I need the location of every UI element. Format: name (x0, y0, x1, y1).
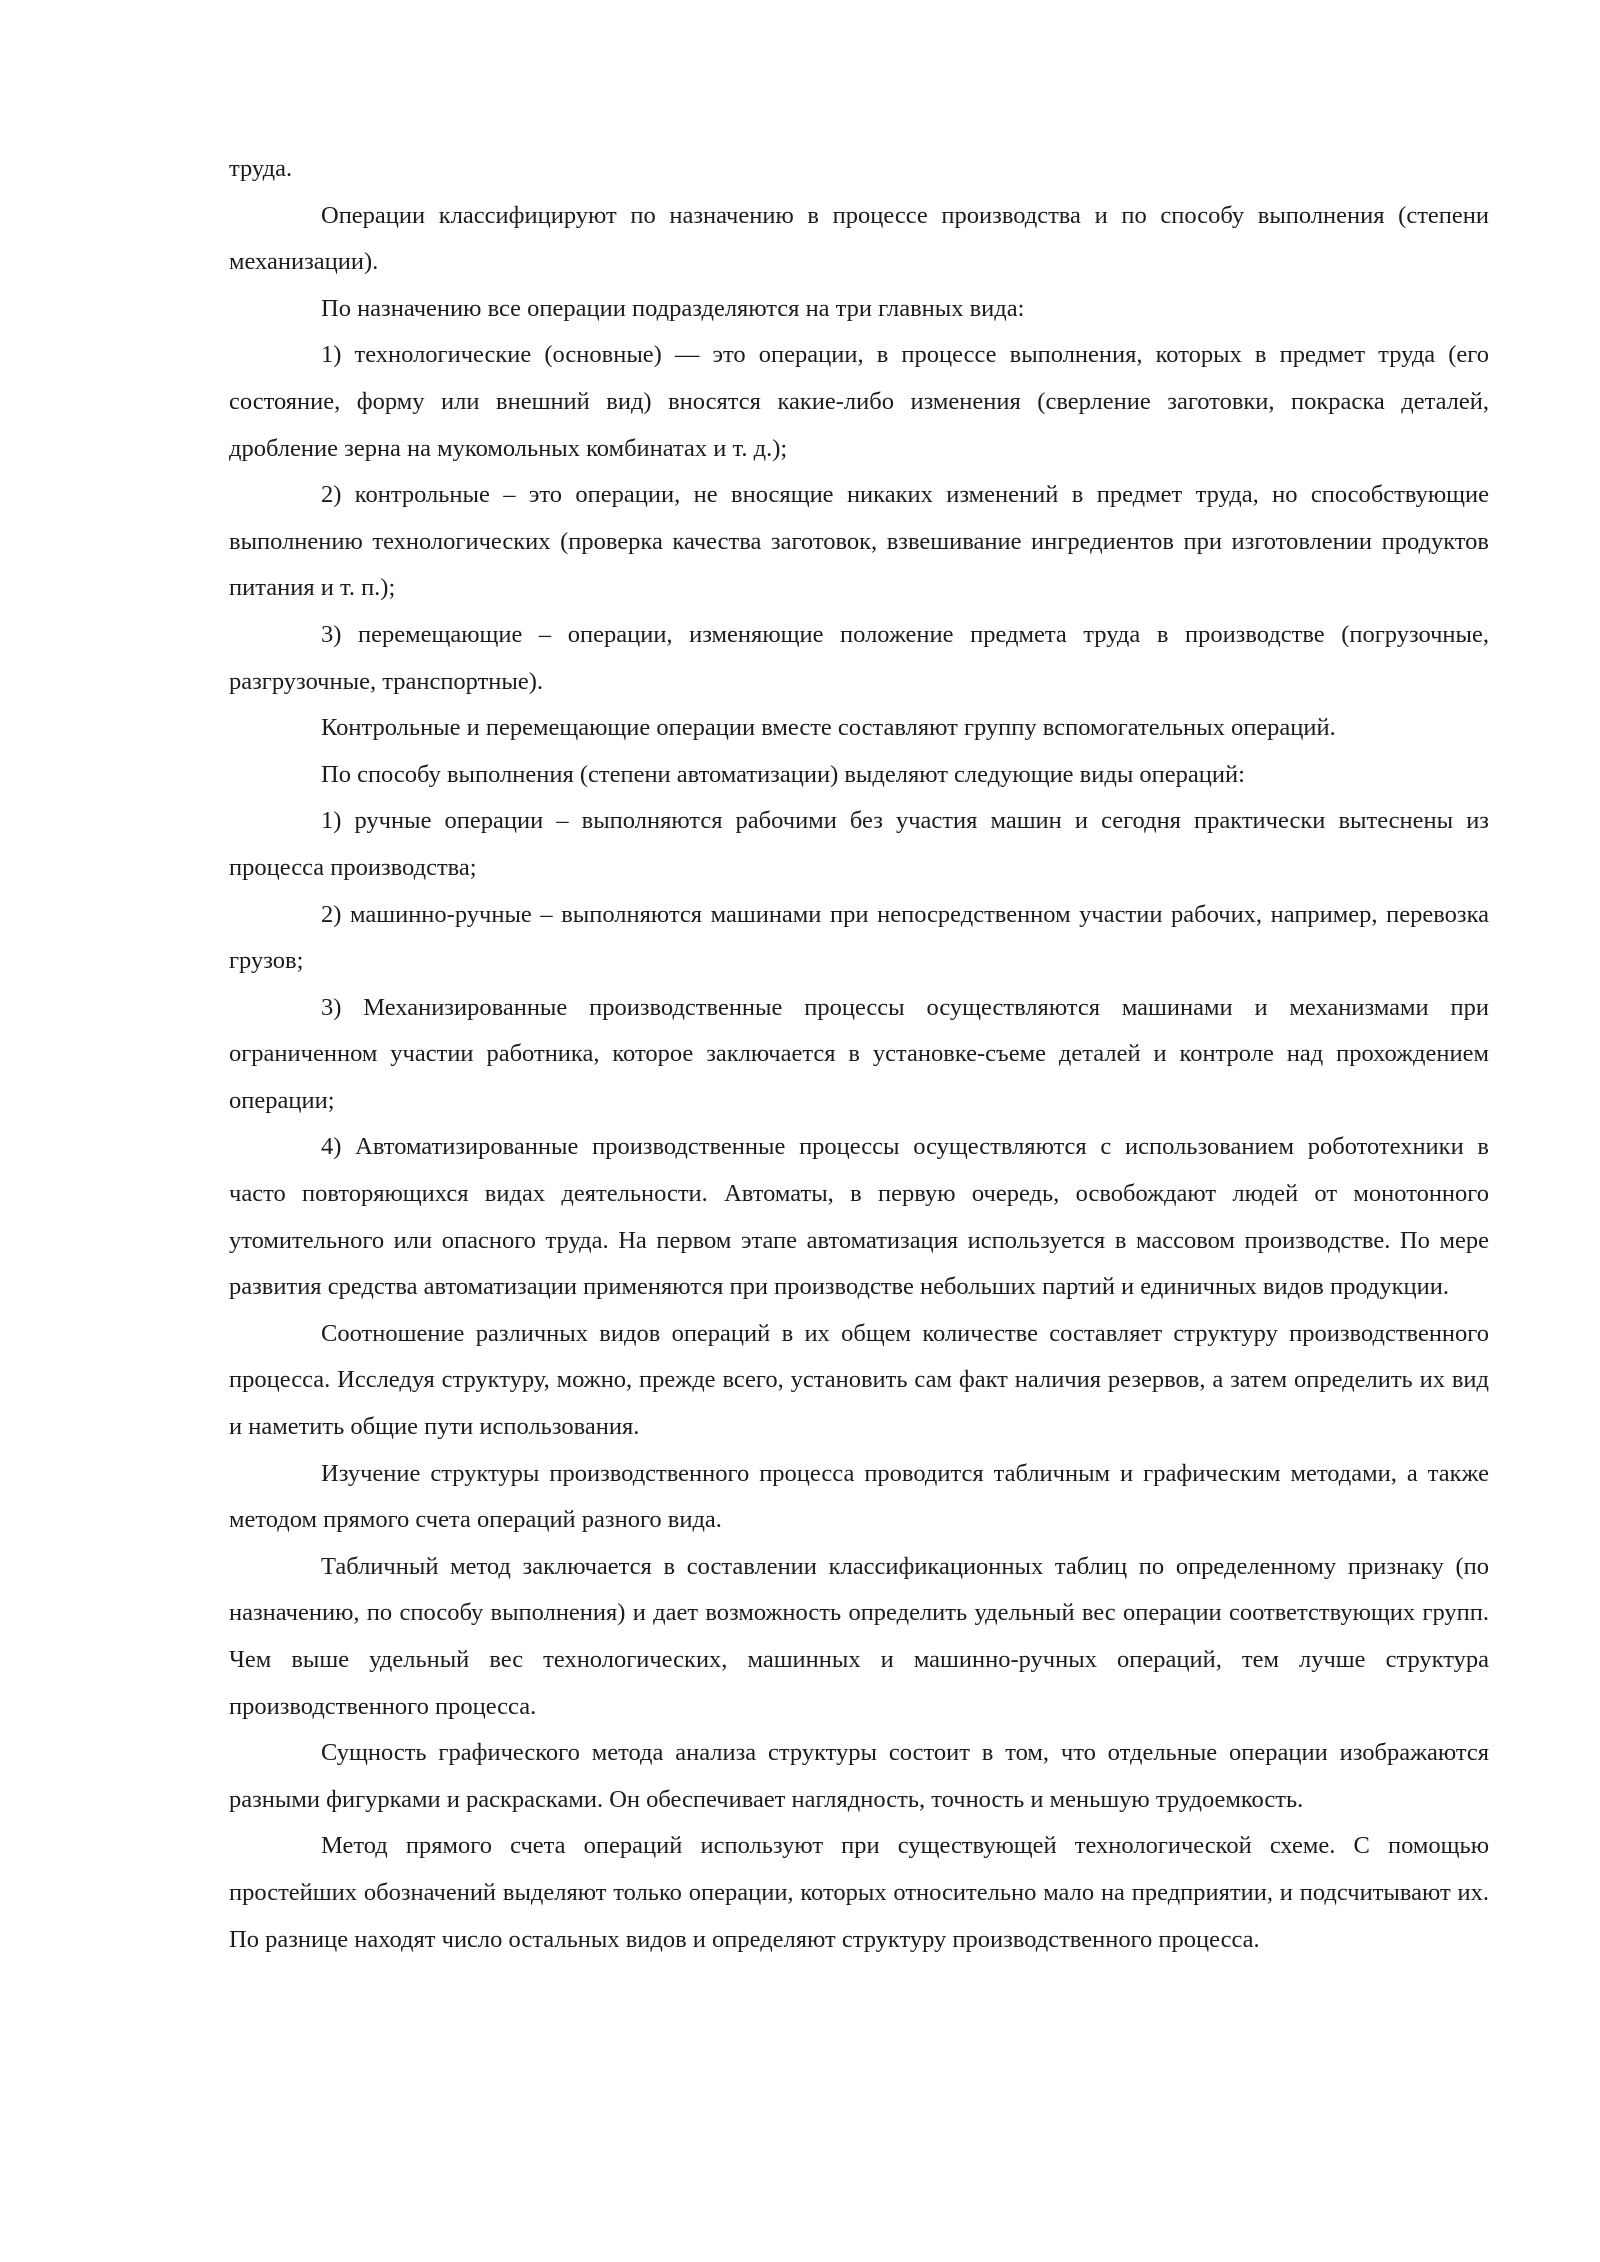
list-item-automated: 4) Автоматизированные производственные процессы осуществляются с использованием робототехники в часто повторяющихся видах деятельности. Автоматы, в первую очередь, освобождают людей от монотонного утомительного или опасного труда. На первом этапе автоматизация используется в массовом производстве. По мере развития средства автоматизации применяются при производстве небольших партий и единичных видов продукции. (229, 1133, 1489, 1301)
paragraph-graphic-method: Сущность графического метода анализа структуры состоит в том, что отдельные операции изображаются разными фигурками и раскрасками. Он обеспечивает наглядность, точность и меньшую трудоемкость. (229, 1739, 1489, 1813)
list-item-technological: 1) технологические (основные) — это операции, в процессе выполнения, которых в предмет труда (его состояние, форму или внешний вид) вносятся какие-либо изменения (сверление заготовки, покраска деталей, дробление зерна на мукомольных комбинатах и т. д.); (229, 341, 1489, 462)
list-item-mechanized: 3) Механизированные производственные процессы осуществляются машинами и механизмами при ограниченном участии работника, которое заключается в установке-съеме деталей и контроле над прохождением операции; (229, 993, 1489, 1114)
list-item-control: 2) контрольные – это операции, не вносящие никаких изменений в предмет труда, но способствующие выполнению технологических (проверка качества заготовок, взвешивание ингредиентов при изготовлении продуктов питания и т. п.); (229, 481, 1489, 602)
paragraph-by-purpose-intro: По назначению все операции подразделяются на три главных вида: (321, 294, 1025, 322)
paragraph-tabular-method: Табличный метод заключается в составлении классификационных таблиц по определенному признаку (по назначению, по способу выполнения) и дает возможность определить удельный вес операции соответствующих групп. Чем выше удельный вес технологических, машинных и машинно-ручных операций, тем лучше структура производственного процесса. (229, 1552, 1489, 1720)
paragraph-operations-classification: Операции классифицируют по назначению в процессе производства и по способу выполнения (степени механизации). (229, 201, 1489, 276)
paragraph-structure-study-methods: Изучение структуры производственного процесса проводится табличным и графическим методами, а также методом прямого счета операций разного вида. (229, 1459, 1489, 1534)
list-item-manual: 1) ручные операции – выполняются рабочими без участия машин и сегодня практически вытеснены из процесса производства; (229, 807, 1489, 881)
paragraph-continuation: труда. (229, 155, 293, 182)
list-item-machine-manual: 2) машинно-ручные – выполняются машинами при непосредственном участии рабочих, например, перевозка грузов; (229, 900, 1489, 975)
paragraph-by-method-intro: По способу выполнения (степени автоматизации) выделяют следующие виды операций: (321, 760, 1245, 788)
document-body (229, 146, 1489, 1963)
paragraph-structure-ratio: Соотношение различных видов операций в их общем количестве составляет структуру производственного процесса. Исследуя структуру, можно, прежде всего, установить сам факт наличия резервов, а затем определить их вид и наметить общие пути использования. (229, 1319, 1489, 1441)
list-item-moving: 3) перемещающие – операции, изменяющие положение предмета труда в производстве (погрузочные, разгрузочные, транспортные). (229, 620, 1489, 695)
paragraph-direct-count-method: Метод прямого счета операций используют при существующей технологической схеме. С помощью простейших обозначений выделяют только операции, которых относительно мало на предприятии, и подсчитывают их. По разнице находят число остальных видов и определяют структуру производственного процесса. (229, 1832, 1489, 1953)
paragraph-auxiliary-operations: Контрольные и перемещающие операции вместе составляют группу вспомогательных операций. (321, 714, 1336, 742)
